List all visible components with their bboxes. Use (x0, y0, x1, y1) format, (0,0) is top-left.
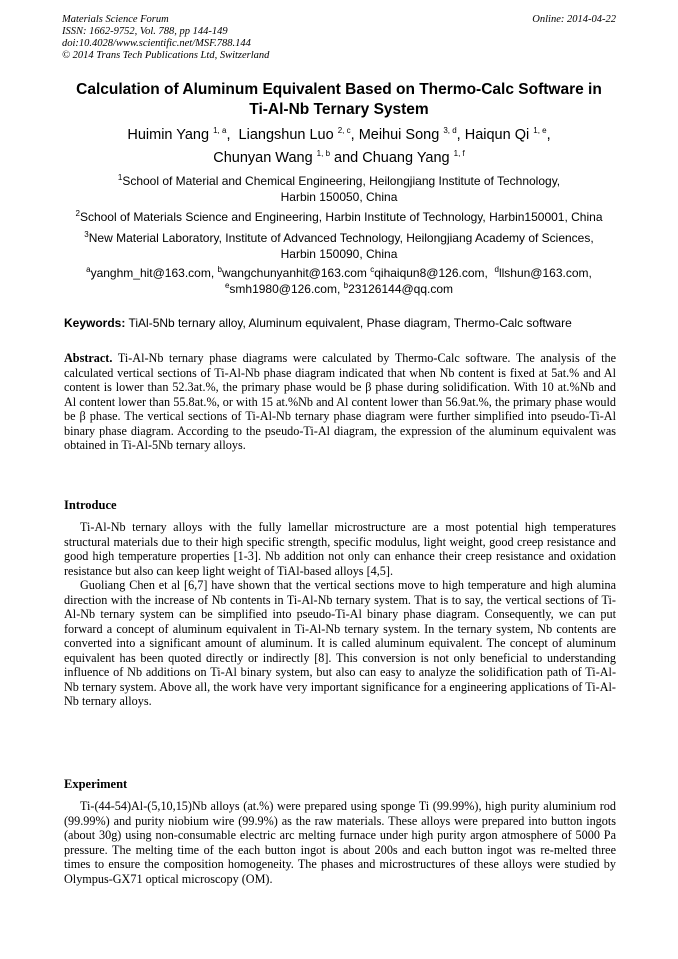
affiliation-1 (40, 174, 638, 205)
author-separator: , (226, 127, 239, 143)
author-separator: , (456, 127, 465, 143)
email-sup: c (370, 265, 375, 274)
affiliation-3 (40, 231, 638, 262)
affiliation-text: New Material Laboratory, Institute of Advanced Technology, Heilongjiang Academy of Sciences, (88, 231, 594, 245)
online-date: Online: 2014-04-22 (532, 14, 616, 25)
email-link[interactable]: qihaiqun8@126.com, (374, 266, 495, 280)
author-affil-sup: 3, d (443, 126, 457, 136)
author-affil-sup: 1, a (213, 126, 227, 136)
author-line-2 (40, 147, 638, 170)
introduce-paragraph-2: Guoliang Chen et al [6,7] have shown that the vertical sections move to high temperature and high alumina direction with the increase of Nb contents in Ti-Al-Nb ternary system. That is to say, the vertical sections of Ti-Al-Nb ternary system can be simplified into pseudo-Ti-Al binary phase diagram. Consequently, we can put forward a concept of aluminum equivalent in Ti-Al-Nb ternary system. In the ternary system, Nb contents are converted into a significant amount of aluminum. It is called aluminum equivalent. The concept of aluminum equivalent has been quoted directly or indirectly [8]. This conversion is not only beneficial to understanding influence of Nb additions on Ti-Al binary system, but also can easy to analyze the solidification path of Ti-Al-Nb ternary system. Above all, the work have very important significance for a engineering applications of Ti-Al-Nb ternary alloys. (64, 578, 616, 708)
abstract-label: Abstract. (64, 351, 113, 365)
introduce-paragraph-1: Ti-Al-Nb ternary alloys with the fully lamellar microstructure are a most potential high temperatures structural materials due to their high specific strength, specific modulus, light weight, good creep resistance and good high temperature properties [1-3]. Nb addition not only can enhance their creep resistance and oxidation resistance but also can keep light weight of TiAl-based alloys [4,5]. (64, 520, 616, 578)
author-list (40, 124, 638, 170)
keywords-text: TiAl-5Nb ternary alloy, Aluminum equivalent, Phase diagram, Thermo-Calc software (125, 316, 572, 330)
paper-title (40, 80, 638, 120)
author-name: Haiqun Qi (464, 127, 530, 143)
author-name: Huimin Yang (127, 127, 210, 143)
affiliation-3-line-1 (40, 231, 638, 247)
affiliation-1-line-2: Harbin 150050, China (280, 189, 398, 204)
emails-line-1 (40, 266, 638, 282)
author-affil-sup: 1, e (533, 126, 547, 136)
affiliation-num: 3 (84, 230, 89, 239)
author-separator: , (350, 127, 359, 143)
author-name: Liangshun Luo (238, 127, 334, 143)
experiment-body (64, 799, 616, 886)
author-emails (40, 266, 638, 297)
affiliation-num: 2 (75, 209, 80, 218)
email-link[interactable]: smh1980@126.com, (229, 281, 344, 296)
author-affil-sup: 1, b (316, 149, 331, 159)
keywords (64, 316, 616, 331)
email-sup: e (224, 280, 230, 290)
experiment-paragraph-1: Ti-(44-54)Al-(5,10,15)Nb alloys (at.%) were prepared using sponge Ti (99.99%), high purity aluminium rod (99.99%) and purity niobium wire (99.9%) as the raw materials. These alloys were prepared into button ingots (about 30g) using non-consumable electric arc melting furnace under high purity argon atmosphere of 5000 Pa pressure. The melting time of the each button ingot is about 200s and each button ingot was re-melted three times to ensure the composition homogeneity. The phases and microstructures of these alloys were studied by Olympus-GX71 optical microscopy (OM). (64, 799, 616, 886)
email-link[interactable]: yanghm_hit@163.com, (90, 266, 218, 280)
section-heading-experiment: Experiment (64, 777, 128, 791)
author-name: Meihui Song (358, 127, 440, 143)
author-separator: and (330, 150, 363, 166)
email-sup: a (86, 265, 91, 274)
author-separator: , (546, 127, 551, 143)
affiliation-3-line-2: Harbin 150090, China (280, 246, 398, 261)
keywords-label: Keywords: (64, 316, 126, 330)
email-link[interactable]: 23126144@qq.com (348, 281, 454, 296)
author-name: Chunyan Wang (213, 150, 313, 166)
email-link[interactable]: llshun@163.com, (498, 266, 592, 280)
emails-line-2 (40, 282, 638, 298)
author-line-1 (40, 124, 638, 147)
introduce-body (64, 520, 616, 709)
title-line-1: Calculation of Aluminum Equivalent Based on Thermo-Calc Software in (76, 81, 602, 98)
abstract-text: Ti-Al-Nb ternary phase diagrams were calculated by Thermo-Calc software. The analysis of the calculated vertical sections of Ti-Al-Nb phase diagram indicated that when Nb content is fixed at 5at.% and Al content is lower than 52.3at.%, the primary phase would be β phase during solidification. With 10 at.%Nb and Al content lower than 55.8at.%, or with 15 at.%Nb and Al content lower than 56.9at.%, the primary phase would be β phase. The vertical sections of Ti-Al-Nb ternary phase diagram were further simplified into pseudo-Ti-Al binary phase diagram. According to the pseudo-Ti-Al diagram, the expression of the aluminum equivalent was obtained in Ti-Al-5Nb ternary alloys. (64, 351, 616, 452)
abstract-paragraph (64, 351, 616, 453)
abstract (64, 351, 616, 453)
email-sup: d (494, 265, 499, 274)
section-heading-introduce: Introduce (64, 498, 117, 512)
copyright-line: © 2014 Trans Tech Publications Ltd, Switzerland (62, 50, 270, 61)
issn-line: ISSN: 1662-9752, Vol. 788, pp 144-149 (62, 26, 228, 37)
doi-line[interactable]: doi:10.4028/www.scientific.net/MSF.788.144 (62, 38, 251, 49)
email-link[interactable]: wangchunyanhit@163.com (221, 266, 371, 280)
email-sup: b (343, 280, 349, 290)
affiliation-text: School of Material and Chemical Engineering, Heilongjiang Institute of Technology, (122, 174, 561, 188)
affiliation-num: 1 (117, 173, 123, 182)
email-sup: b (217, 265, 222, 274)
affiliation-1-line-1 (40, 174, 638, 190)
author-affil-sup: 1, f (453, 149, 465, 159)
author-affil-sup: 2, c (337, 126, 351, 136)
journal-name: Materials Science Forum (62, 14, 169, 25)
title-line-2: Ti-Al-Nb Ternary System (249, 101, 429, 118)
author-name: Chuang Yang (362, 150, 450, 166)
affiliation-2-line-1 (40, 210, 638, 226)
journal-header (62, 14, 616, 62)
affiliation-text: School of Materials Science and Engineering, Harbin Institute of Technology, Harbin150001, China (79, 210, 603, 224)
affiliation-2 (40, 210, 638, 226)
